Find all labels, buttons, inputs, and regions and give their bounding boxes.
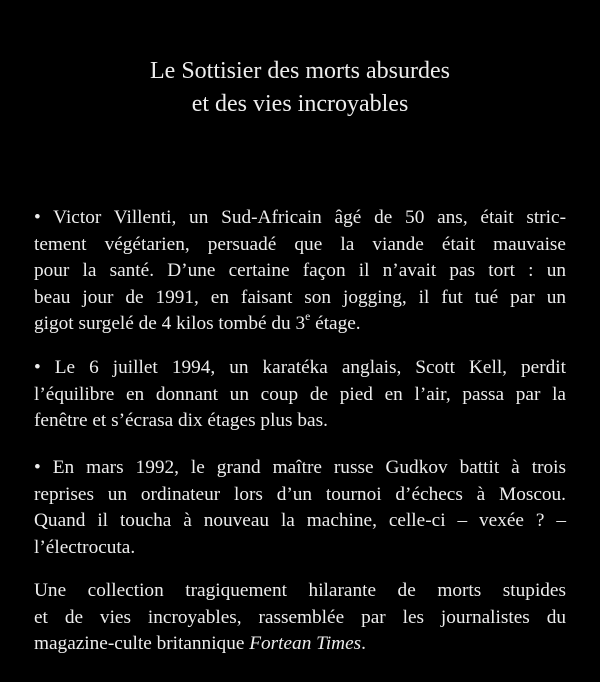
text-line: tement végétarien, persuadé que la viande était mauvaise: [34, 233, 566, 255]
title-line-1: Le Sottisier des morts absurdes: [150, 58, 450, 84]
text-line: fenêtre et s’écrasa dix étages plus bas.: [34, 410, 328, 431]
text-fragment: gigot surgelé de 4 kilos tombé du 3: [34, 313, 306, 334]
anecdote-gudkov: [34, 455, 566, 561]
text-line: Une collection tragiquement hilarante de morts stupides: [34, 580, 566, 601]
book-title: [0, 55, 600, 121]
text-line: l’électrocuta.: [34, 536, 136, 558]
text-line: • Le 6 juillet 1994, un karatéka anglais, Scott Kell, perdit: [34, 357, 566, 378]
text-line: pour la santé. D’une certaine façon il n’avait pas tort : un: [34, 260, 566, 281]
anecdote-villenti: [34, 205, 566, 338]
book-blurb: [34, 578, 566, 658]
text-fragment: .: [361, 633, 366, 654]
anecdote-kell: [34, 355, 566, 435]
title-line-2: et des vies incroyables: [191, 91, 409, 117]
text-fragment: étage.: [310, 313, 361, 334]
text-line: et de vies incroyables, rassemblée par les journalistes du: [34, 606, 566, 628]
text-line: • Victor Villenti, un Sud-Africain âgé de 50 ans, était stric-: [34, 207, 566, 228]
text-line: beau jour de 1991, en faisant son jogging, il fut tué par un: [34, 286, 566, 308]
text-line: l’équilibre en donnant un coup de pied en l’air, passa par la: [34, 383, 566, 405]
text-fragment: magazine-culte britannique: [34, 633, 250, 654]
text-line: • En mars 1992, le grand maître russe Gudkov battit à trois: [34, 457, 566, 478]
superscript: e: [305, 310, 311, 324]
text-line: [34, 311, 566, 338]
magazine-name: Fortean Times: [249, 633, 362, 654]
text-line: reprises un ordinateur lors d’un tournoi d’échecs à Moscou.: [34, 483, 566, 505]
text-line: [34, 631, 566, 658]
text-line: Quand il toucha à nouveau la machine, celle-ci – vexée ? –: [34, 510, 566, 531]
